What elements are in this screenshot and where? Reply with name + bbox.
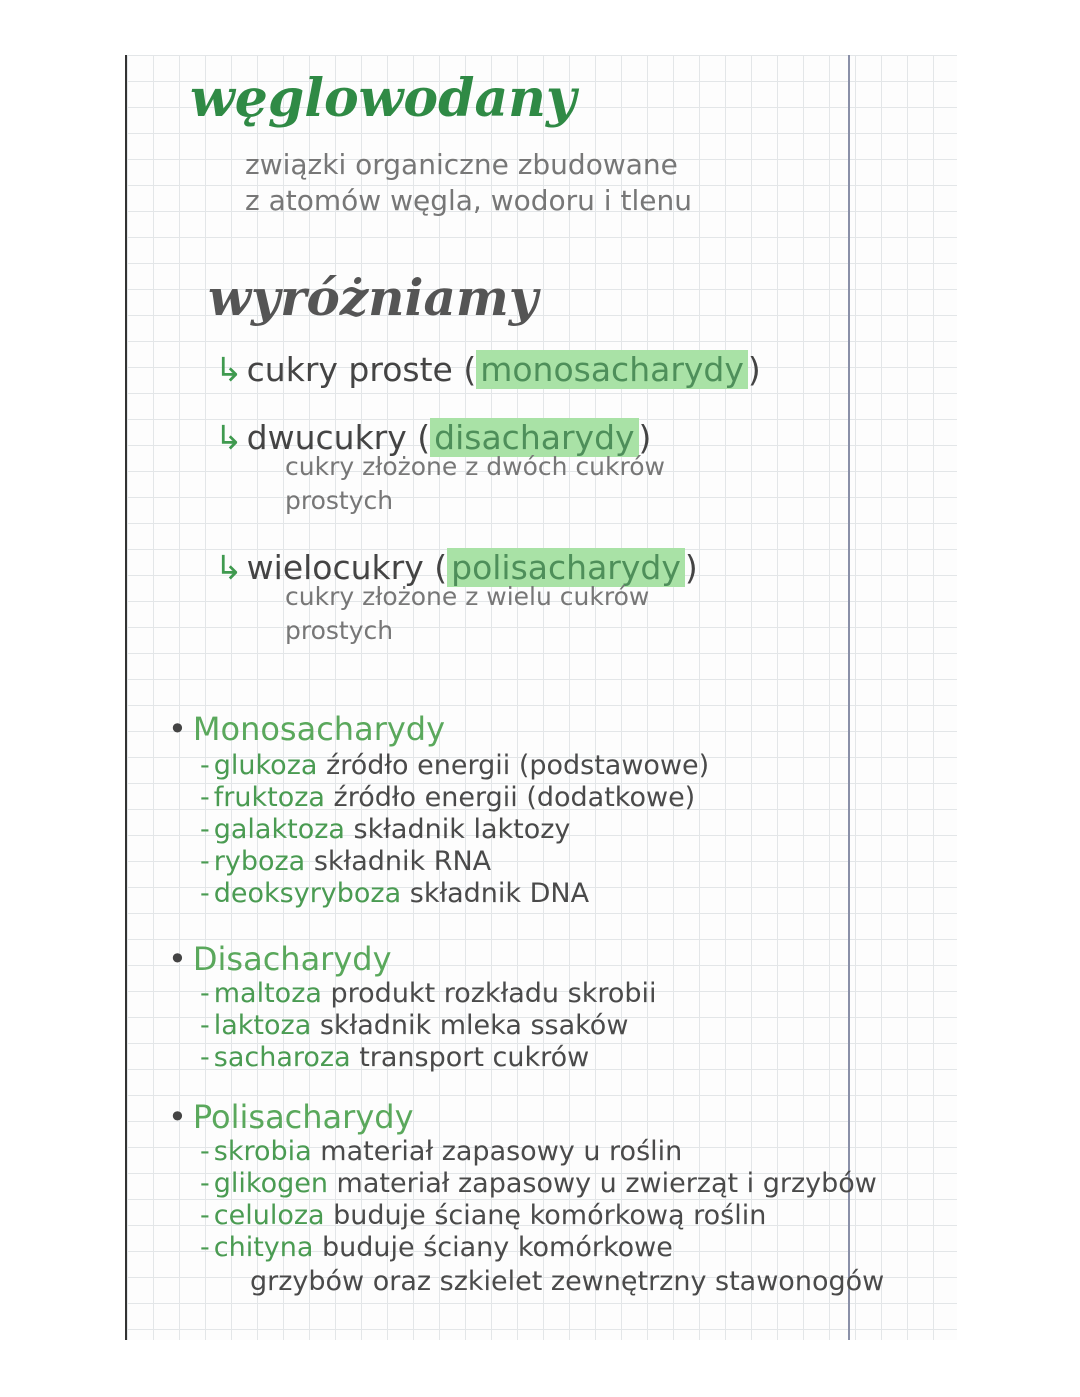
highlight: monosacharydy [476,350,748,389]
section-heading: • Monosacharydy [168,710,446,748]
list-item: - glikogen materiał zapasowy u zwierząt i grzybów [200,1168,877,1199]
arrow-icon: ↳ [215,418,243,457]
list-item: - maltoza produkt rozkładu skrobii [200,978,657,1009]
definition-line: związki organiczne zbudowane [245,148,678,181]
subtitle: wyróżniamy [208,268,538,327]
highlight: disacharydy [430,418,638,457]
list-item: - fruktoza źródło energii (dodatkowe) [200,782,696,813]
list-item: - deoksyryboza składnik DNA [200,878,590,909]
type-item: ↳ wielocukry ( polisacharydy ) [215,548,698,587]
list-item: - chityna buduje ściany komórkowe [200,1232,673,1263]
section-heading: • Polisacharydy [168,1098,414,1136]
type-item: ↳ cukry proste ( monosacharydy ) [215,350,761,389]
list-item: - sacharoza transport cukrów [200,1042,590,1073]
list-item: - laktoza składnik mleka ssaków [200,1010,629,1041]
definition-line: z atomów węgla, wodoru i tlenu [245,184,692,217]
type-item: ↳ dwucukry ( disacharydy ) [215,418,652,457]
section-heading: • Disacharydy [168,940,392,978]
list-item: - galaktoza składnik laktozy [200,814,571,845]
type-desc: prostych [285,616,394,645]
list-item: - ryboza składnik RNA [200,846,492,877]
page-title: węglowodany [190,68,577,129]
arrow-icon: ↳ [215,548,243,587]
list-item: - glukoza źródło energii (podstawowe) [200,750,710,781]
list-item: - celuloza buduje ścianę komórkową roślin [200,1200,767,1231]
margin-line [848,55,850,1340]
list-item: - skrobia materiał zapasowy u roślin [200,1136,683,1167]
type-desc: cukry złożone z wielu cukrów [285,582,650,611]
type-desc: prostych [285,486,394,515]
arrow-icon: ↳ [215,350,243,389]
type-desc: cukry złożone z dwóch cukrów [285,452,665,481]
list-item-continuation: grzybów oraz szkielet zewnętrzny stawonogów [250,1266,885,1297]
highlight: polisacharydy [447,548,685,587]
